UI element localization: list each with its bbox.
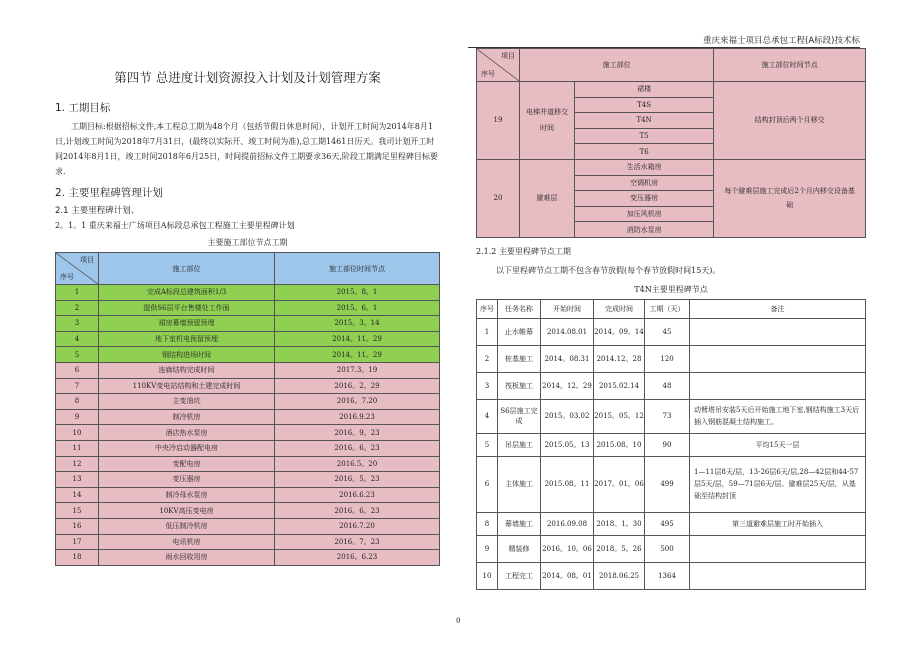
- row-start: 2015.08。11: [541, 456, 594, 512]
- milestone-table-left: [55, 252, 440, 566]
- row-time: 2015。8。1: [275, 285, 440, 301]
- table-row: [477, 318, 866, 345]
- row-number: 5: [477, 433, 498, 456]
- row-number: 19: [477, 82, 520, 160]
- row-number: 2: [477, 345, 498, 372]
- table-row: [56, 425, 440, 441]
- header-diagonal-cell: [56, 253, 99, 285]
- row-note: [690, 535, 866, 562]
- row-part: 110KV变电站结构和土建完成时间: [99, 378, 275, 394]
- page-number: 0: [456, 617, 461, 625]
- row-part: 提供S6层平台售楼处工作面: [99, 300, 275, 316]
- row-part: 酒店热水泵房: [99, 425, 275, 441]
- table-row: [56, 347, 440, 363]
- row-number: 9: [56, 409, 99, 425]
- row-note: [690, 345, 866, 372]
- table-row: [56, 440, 440, 456]
- row-number: 2: [56, 300, 99, 316]
- row-part: 10KV高压变电房: [99, 503, 275, 519]
- row-part: 完成A标段总建筑面积1/3: [99, 285, 275, 301]
- row-task: 幕墙施工: [498, 512, 541, 535]
- heading-2-1-2: 2.1.2 主要里程碑节点工期: [476, 246, 571, 256]
- row-number: 14: [56, 487, 99, 503]
- table-row: [56, 378, 440, 394]
- row-number: 13: [56, 472, 99, 488]
- row-time: 2016。9。23: [275, 425, 440, 441]
- row-part: 生活水箱房: [575, 159, 714, 175]
- row-task: 桩基施工: [498, 345, 541, 372]
- right-column: [476, 48, 866, 590]
- row-number: 6: [477, 456, 498, 512]
- milestone-note: 以下里程碑节点工期不包含春节放假(每个春节放假时间15天)。: [496, 265, 721, 275]
- row-part: 低压制冷机房: [99, 518, 275, 534]
- t4n-caption: T4N主要里程碑节点: [634, 284, 708, 294]
- row-task: S6层施工完成: [498, 399, 541, 433]
- row-part: T5: [575, 128, 714, 144]
- row-number: 5: [56, 347, 99, 363]
- heading-2-1-1: 2。1。1 重庆来福士广场项目A标段总承包工程施工主要里程碑计划: [55, 221, 295, 230]
- row-number: 7: [56, 378, 99, 394]
- row-time: 2016.5。20: [275, 456, 440, 472]
- row-part: 裙楼: [575, 82, 714, 98]
- table-row: [56, 518, 440, 534]
- row-end: 2015.08。10: [594, 433, 645, 456]
- row-duration: 495: [645, 512, 690, 535]
- table-row: [56, 331, 440, 347]
- header-part-right: 施工部位: [520, 49, 714, 82]
- row-time: 每个避难层施工完成后2个月内移交设备基础: [714, 159, 866, 237]
- table-row: [477, 433, 866, 456]
- row-end: 2015。05。12: [594, 399, 645, 433]
- row-part: 加压风机房: [575, 206, 714, 222]
- t4n-table: [476, 299, 866, 590]
- header-diagonal-cell-right: [477, 49, 520, 82]
- row-note: 第三道避难层施工时开始插入: [690, 512, 866, 535]
- row-part: 变配电房: [99, 456, 275, 472]
- row-number: 1: [56, 285, 99, 301]
- row-time: 2017.3。19: [275, 362, 440, 378]
- row-part: 制冷母水泵房: [99, 487, 275, 503]
- row-time: 2016.7.20: [275, 518, 440, 534]
- row-end: 2015.02.14: [594, 372, 645, 399]
- row-name: 电梯井道移交时间: [520, 82, 575, 160]
- row-time: 2016。6。23: [275, 503, 440, 519]
- row-number: 4: [56, 331, 99, 347]
- row-part: 裙房幕墙预留预埋: [99, 316, 275, 332]
- table-row: [56, 409, 440, 425]
- header-part: 施工部位: [99, 253, 275, 285]
- row-duration: 90: [645, 433, 690, 456]
- row-time: 2015。6。1: [275, 300, 440, 316]
- row-number: 6: [56, 362, 99, 378]
- table-row: [56, 503, 440, 519]
- row-time: 2016.9.23: [275, 409, 440, 425]
- row-time: 2016。6。23: [275, 440, 440, 456]
- row-task: 吊层施工: [498, 433, 541, 456]
- row-start: 2016.09.08: [541, 512, 594, 535]
- t4n-header-cell: 工期（天）: [645, 299, 690, 318]
- row-number: 17: [56, 534, 99, 550]
- table-row: [56, 285, 440, 301]
- heading-2-1: 2.1 主要里程碑计划、: [55, 206, 140, 216]
- row-number: 18: [56, 550, 99, 566]
- table-row: [477, 82, 866, 98]
- table-row: [56, 456, 440, 472]
- row-part: 变压器房: [575, 191, 714, 207]
- row-part: 钢结构进场时间: [99, 347, 275, 363]
- row-name: 避难层: [520, 159, 575, 237]
- heading-milestone-plan: 2. 主要里程碑管理计划: [55, 187, 163, 199]
- table-row: [477, 456, 866, 512]
- row-number: 20: [477, 159, 520, 237]
- row-end: 2017。01。06: [594, 456, 645, 512]
- row-note: [690, 372, 866, 399]
- header-time-right: 施工部位时间节点: [714, 49, 866, 82]
- row-start: 2014.08.01: [541, 318, 594, 345]
- header-no-right: 序号: [481, 70, 495, 78]
- row-task: 筏板施工: [498, 372, 541, 399]
- header-no: 序号: [60, 273, 74, 281]
- table-row: [477, 562, 866, 589]
- row-time: 2014。11。29: [275, 347, 440, 363]
- row-part: 空调机房: [575, 175, 714, 191]
- table-row: [56, 362, 440, 378]
- row-note: [690, 318, 866, 345]
- row-time: 2014。11。29: [275, 331, 440, 347]
- row-part: 连廊结构完成时间: [99, 362, 275, 378]
- duration-goal-text: 工期目标:根据招标文件,本工程总工期为48个月（包括节假日休息时间），计划开工时间为2014年8月1日,计划竣工时间为2018年7月31日，(最终以实际开、竣工时间为准),总工期1461日历天。我司计划开工时间2014年8月1日，竣工时间2018年6月25日，时间提前招标文件工期要求36天,阶段工期满足里程碑目标要求.: [55, 122, 438, 176]
- row-part: 变压器房: [99, 472, 275, 488]
- t4n-header-cell: 备注: [690, 299, 866, 318]
- row-part: 电讯机房: [99, 534, 275, 550]
- row-start: 2014。08。01: [541, 562, 594, 589]
- row-part: 地下室机电预留预埋: [99, 331, 275, 347]
- row-time: 2016。5。23: [275, 472, 440, 488]
- row-number: 4: [477, 399, 498, 433]
- row-part: 消防水泵房: [575, 222, 714, 238]
- row-duration: 48: [645, 372, 690, 399]
- table-row: [477, 372, 866, 399]
- table-row: [56, 300, 440, 316]
- row-part: 雨水回收用房: [99, 550, 275, 566]
- heading-duration-goal: 1. 工期目标: [55, 102, 111, 114]
- row-duration: 45: [645, 318, 690, 345]
- row-end: 2014。09。14: [594, 318, 645, 345]
- row-part: 主变油坑: [99, 394, 275, 410]
- row-number: 10: [56, 425, 99, 441]
- row-number: 10: [477, 562, 498, 589]
- row-number: 3: [477, 372, 498, 399]
- row-start: 2016。10。06: [541, 535, 594, 562]
- row-part: T4N: [575, 113, 714, 129]
- table-caption: 主要施工部位节点工期: [207, 238, 288, 247]
- t4n-header-cell: 序号: [477, 299, 498, 318]
- row-task: 止水帷幕: [498, 318, 541, 345]
- row-duration: 500: [645, 535, 690, 562]
- row-part: T6: [575, 144, 714, 160]
- row-time: 结构封顶后两个月移交: [714, 82, 866, 160]
- table-row: [56, 487, 440, 503]
- header-item-right: 项目: [501, 52, 515, 60]
- table-row: [477, 345, 866, 372]
- row-note: 动臂塔吊安装5天后开始施工地下室,钢结构施工3天后插入钢筋混凝土结构施工。: [690, 399, 866, 433]
- row-number: 11: [56, 440, 99, 456]
- row-duration: 73: [645, 399, 690, 433]
- row-time: 2016。6.23: [275, 550, 440, 566]
- row-note: [690, 562, 866, 589]
- row-end: 2018.06.25: [594, 562, 645, 589]
- table-row: [56, 394, 440, 410]
- section-title: 第四节 总进度计划资源投入计划及计划管理方案: [114, 70, 381, 85]
- left-column: [55, 62, 440, 566]
- row-task: 精装修: [498, 535, 541, 562]
- page-header: 重庆来福士项目总承包工程(A标段)技术标: [468, 34, 860, 48]
- milestone-table-right: [476, 48, 866, 238]
- table-row: [56, 550, 440, 566]
- table-row: [477, 159, 866, 175]
- table-row: [56, 316, 440, 332]
- row-start: 2015.05。13: [541, 433, 594, 456]
- row-start: 2015。03.02: [541, 399, 594, 433]
- row-task: 主体施工: [498, 456, 541, 512]
- row-number: 8: [477, 512, 498, 535]
- table-row: [477, 512, 866, 535]
- row-end: 2018。5。26: [594, 535, 645, 562]
- row-number: 8: [56, 394, 99, 410]
- table-row: [477, 399, 866, 433]
- row-duration: 1364: [645, 562, 690, 589]
- row-number: 9: [477, 535, 498, 562]
- row-time: 2016.6.23: [275, 487, 440, 503]
- row-part: 中央冷启动器配电房: [99, 440, 275, 456]
- t4n-header-cell: 开始时间: [541, 299, 594, 318]
- row-task: 工程完工: [498, 562, 541, 589]
- t4n-header-cell: 任务名称: [498, 299, 541, 318]
- header-time: 施工部位时间节点: [275, 253, 440, 285]
- row-start: 2014。12。29: [541, 372, 594, 399]
- row-end: 2018。1。30: [594, 512, 645, 535]
- row-number: 16: [56, 518, 99, 534]
- row-start: 2014。08.31: [541, 345, 594, 372]
- table-row: [477, 535, 866, 562]
- row-number: 3: [56, 316, 99, 332]
- header-item: 项目: [80, 256, 94, 264]
- row-time: 2016。2。29: [275, 378, 440, 394]
- row-duration: 499: [645, 456, 690, 512]
- row-note: 1—11层8天/层，13-26层6天/层,28—42层和44-57层5天/层，59—71层6天/层、避难层25天/层，从基础至结构封顶: [690, 456, 866, 512]
- table-row: [56, 534, 440, 550]
- row-part: 制冷机房: [99, 409, 275, 425]
- row-duration: 120: [645, 345, 690, 372]
- row-number: 12: [56, 456, 99, 472]
- row-time: 2016。7.20: [275, 394, 440, 410]
- row-number: 15: [56, 503, 99, 519]
- row-number: 1: [477, 318, 498, 345]
- row-note: 平均15天一层: [690, 433, 866, 456]
- row-end: 2014.12。28: [594, 345, 645, 372]
- row-part: T4S: [575, 97, 714, 113]
- table-row: [56, 472, 440, 488]
- row-time: 2015。3。14: [275, 316, 440, 332]
- row-time: 2016。7。23: [275, 534, 440, 550]
- t4n-header-cell: 完成时间: [594, 299, 645, 318]
